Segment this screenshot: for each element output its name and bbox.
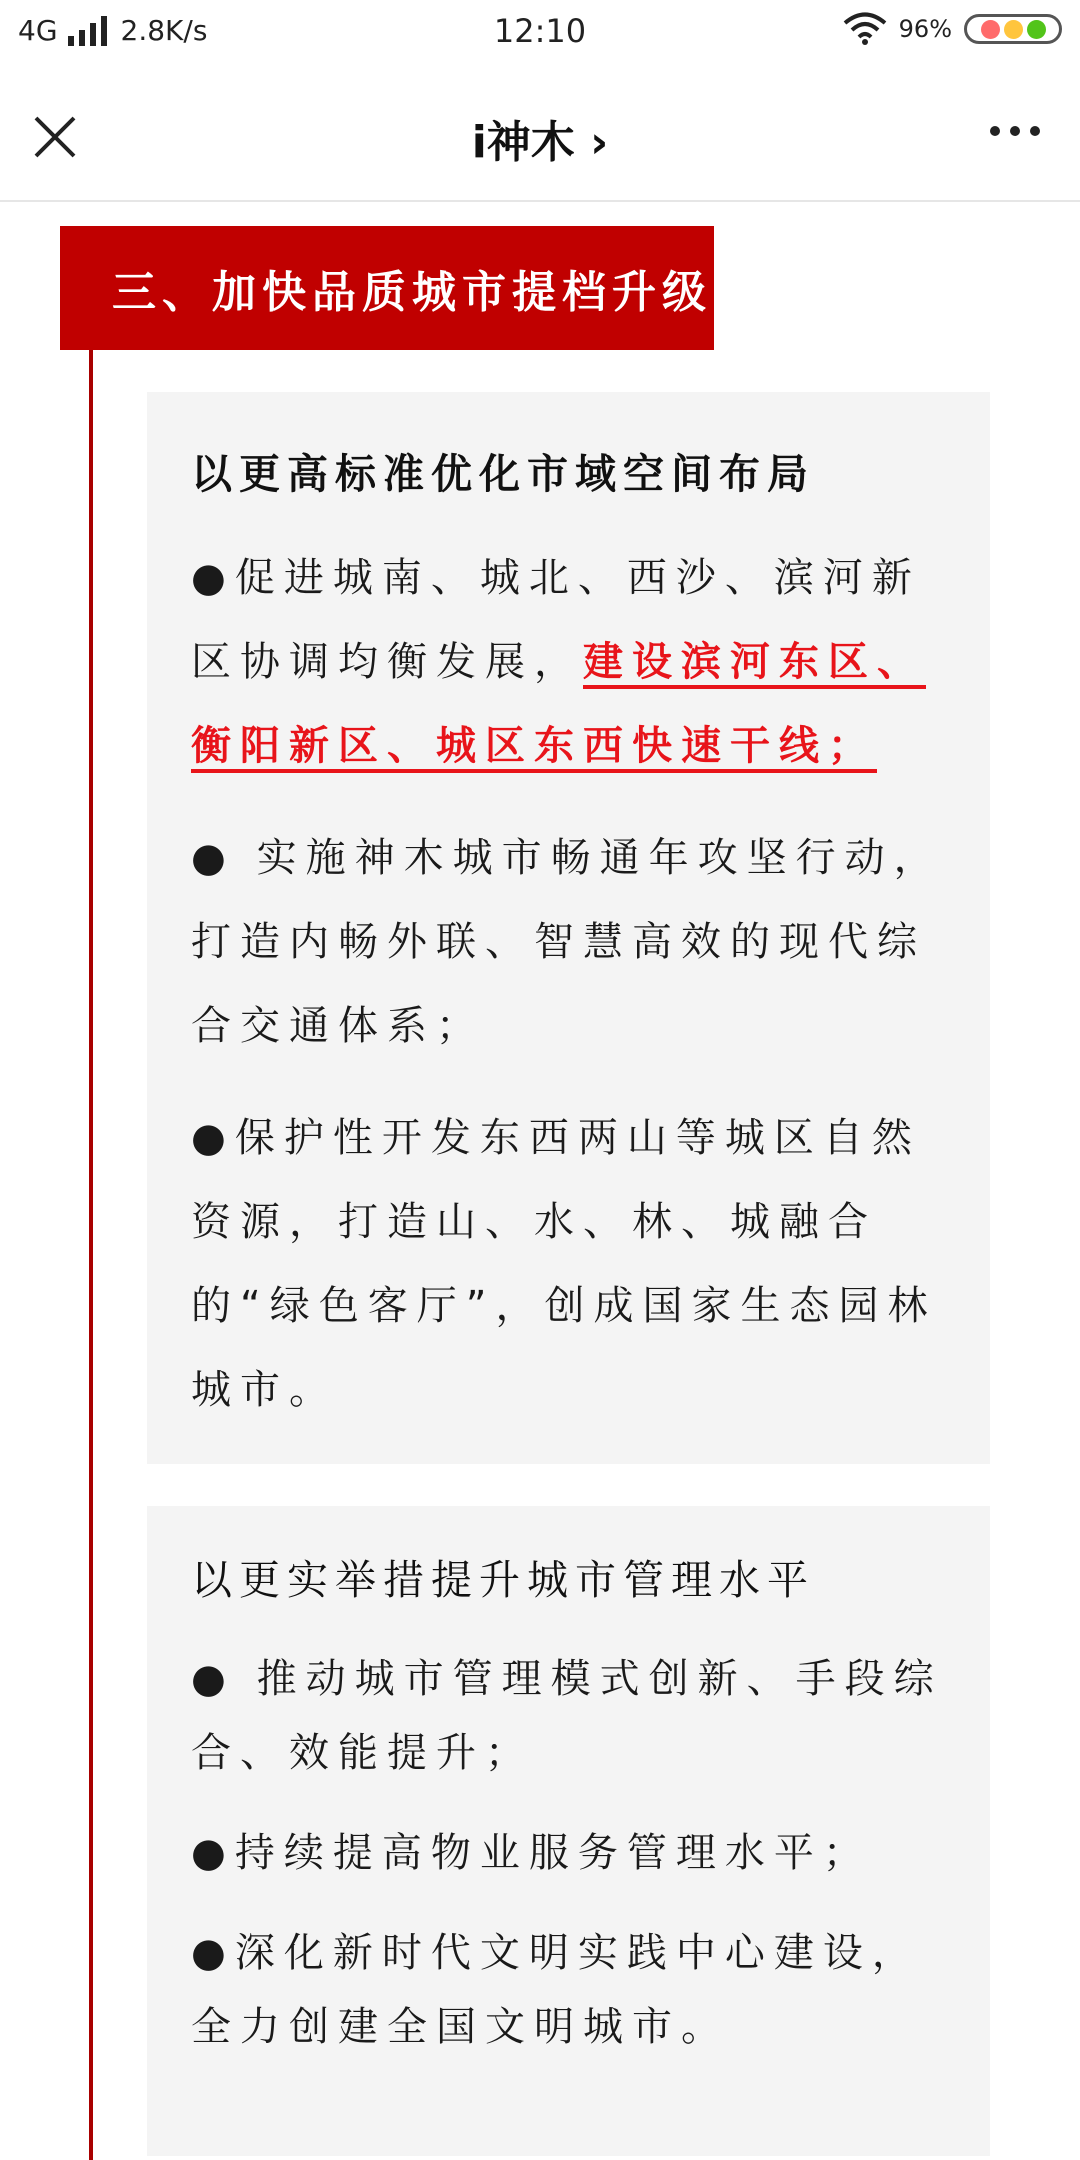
battery-dot-3 <box>1027 20 1046 39</box>
status-right <box>843 12 1062 46</box>
highlight-text: 建设滨河东区、衡阳新区、城区东西快速干线； <box>191 639 926 769</box>
network-type: 4G <box>18 14 58 47</box>
content-card-2 <box>147 1506 990 2156</box>
card-title: 以更高标准优化市域空间布局 <box>191 450 815 498</box>
list-item: ●保护性开发东西两山等城区自然资源，打造山、水、林、城融合的“绿色客厅”，创成国家生态园林城市。 <box>191 1115 937 1413</box>
list-item <box>191 536 946 788</box>
nav-bar <box>0 70 1080 202</box>
battery-dot-2 <box>1004 20 1023 39</box>
card-title: 以更实举措提升城市管理水平 <box>191 1556 815 1604</box>
network-speed: 2.8K/s <box>120 14 208 47</box>
battery-dot-1 <box>981 20 1000 39</box>
page-title[interactable]: i神木 › <box>471 117 609 168</box>
list-item: ● 推动城市管理模式创新、手段综合、效能提升； <box>191 1656 943 1776</box>
battery-icon <box>964 14 1062 44</box>
battery-percent: 96% <box>898 15 952 43</box>
clock: 12:10 <box>493 12 587 50</box>
content-card-1 <box>147 392 990 1464</box>
wifi-icon <box>843 12 887 46</box>
timeline-line <box>89 340 93 2160</box>
more-icon[interactable] <box>990 126 1040 136</box>
list-item: ●持续提高物业服务管理水平； <box>191 1830 872 1876</box>
section-title: 三、加快品质城市提档升级 <box>60 226 714 350</box>
item-text: ●促进城南、城北、西沙、滨河新区协调均衡发展， <box>191 555 921 685</box>
list-item: ●深化新时代文明实践中心建设，全力创建全国文明城市。 <box>191 1930 921 2050</box>
list-item: ● 实施神木城市畅通年攻坚行动，打造内畅外联、智慧高效的现代综合交通体系； <box>191 835 943 1049</box>
status-bar <box>0 0 1080 70</box>
